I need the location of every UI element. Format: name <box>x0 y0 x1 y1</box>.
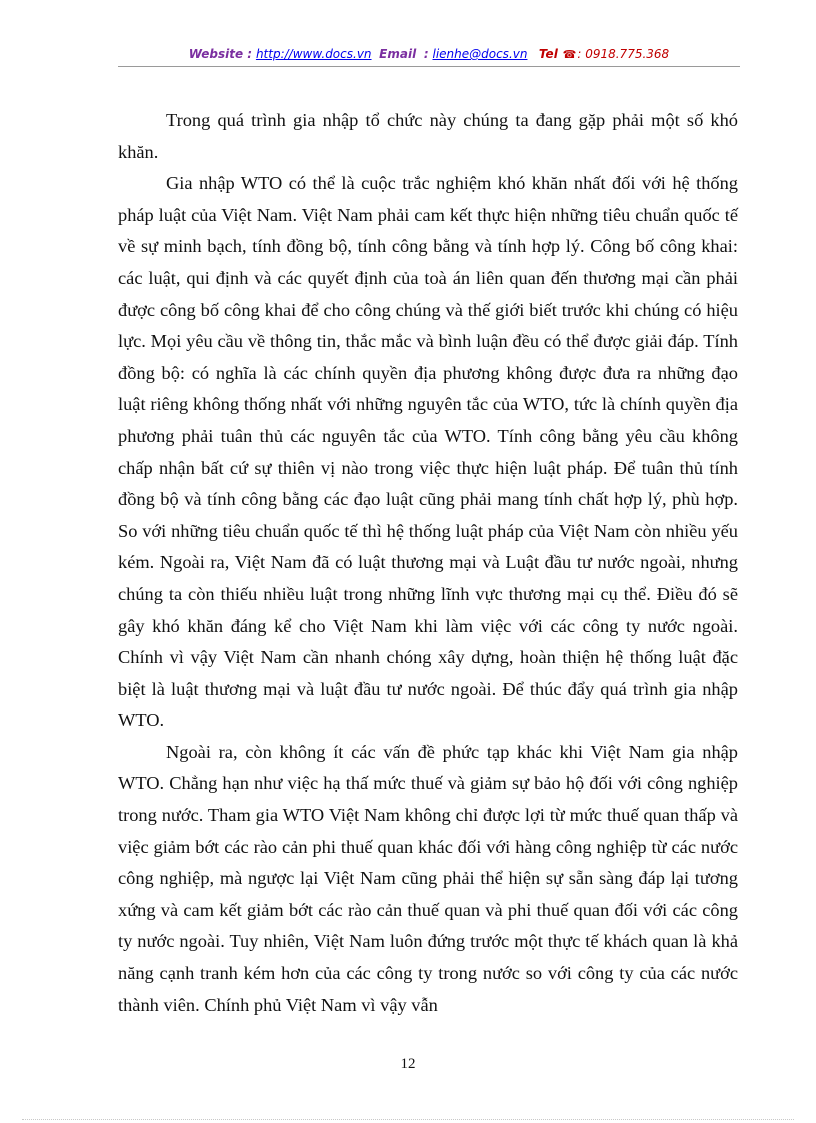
page-number: 12 <box>400 1056 416 1072</box>
website-link[interactable]: http://www.docs.vn <box>255 47 372 61</box>
website-label: Website : <box>188 47 253 61</box>
email-label: Email <box>379 47 417 61</box>
document-body <box>118 105 738 1021</box>
page-bottom-divider <box>22 1119 794 1120</box>
paragraph-2: Gia nhập WTO có thể là cuộc trắc nghiệm khó khăn nhất đối với hệ thống pháp luật của Việt Nam. Việt Nam phải cam kết thực hiện những tiêu chuẩn quốc tế về sự minh bạch, tính đồng bộ, tính công bằng và tính hợp lý. Công bố công khai: các luật, qui định và các quyết định của toà án liên quan đến thương mại cần phải được công bố công khai để cho công chúng và thế giới biết trước khi chúng có hiệu lực. Mọi yêu cầu về thông tin, thắc mắc và bình luận đều có thể được giải đáp. Tính đồng bộ: có nghĩa là các chính quyền địa phương không được đưa ra những đạo luật riêng không thống nhất với những nguyên tắc của WTO, tức là chính quyền địa phương phải tuân thủ các nguyên tắc của WTO. Tính công bằng yêu cầu không chấp nhận bất cứ sự thiên vị nào trong việc thực hiện luật pháp. Để tuân thủ tính đồng bộ và tính công bằng các đạo luật cũng phải mang tính chất hợp lý, phù hợp. So với những tiêu chuẩn quốc tế thì hệ thống luật pháp của Việt Nam còn nhiều yếu kém. Ngoài ra, Việt Nam đã có luật thương mại và Luật đầu tư nước ngoài, nhưng chúng ta còn thiếu nhiều luật trong những lĩnh vực thương mại cụ thể. Điều đó sẽ gây khó khăn đáng kể cho Việt Nam khi làm việc với các công ty nước ngoài. Chính vì vậy Việt Nam cần nhanh chóng xây dựng, hoàn thiện hệ thống luật đặc biệt là luật thương mại và luật đầu tư nước ngoài. Để thúc đẩy quá trình gia nhập WTO. <box>118 173 738 731</box>
email-link[interactable]: lienhe@docs.vn <box>432 47 528 61</box>
tel-number: : 0918.775.368 <box>577 47 670 61</box>
header-divider <box>118 66 740 67</box>
paragraph-3: Ngoài ra, còn không ít các vấn đề phức tạp khác khi Việt Nam gia nhập WTO. Chẳng hạn như việc hạ thấ mức thuế và giảm sự bảo hộ đối với công nghiệp trong nước. Tham gia WTO Việt Nam không chỉ được lợi từ mức thuế quan thấp và việc giảm bớt các rào cản phi thuế quan khác đối với hàng công nghiệp từ các nước công nghiệp, mà ngược lại Việt Nam cũng phải thể hiện sự sẵn sàng đáp lại tương xứng và cam kết giảm bớt các rào cản thuế quan và phi thuế quan đối với các công ty nước ngoài. Tuy nhiên, Việt Nam luôn đứng trước một thực tế khách quan là khả năng cạnh tranh kém hơn của các công ty trong nước so với công ty của các nước thành viên. Chính phủ Việt Nam vì vậy vẫn <box>118 741 738 1015</box>
tel-label: Tel <box>538 47 558 61</box>
phone-icon: ☎ <box>562 48 577 61</box>
page-header <box>118 47 740 67</box>
paragraph-1: Trong quá trình gia nhập tổ chức này chúng ta đang gặp phải một số khó khăn. <box>118 110 738 162</box>
email-separator: : <box>423 47 429 61</box>
